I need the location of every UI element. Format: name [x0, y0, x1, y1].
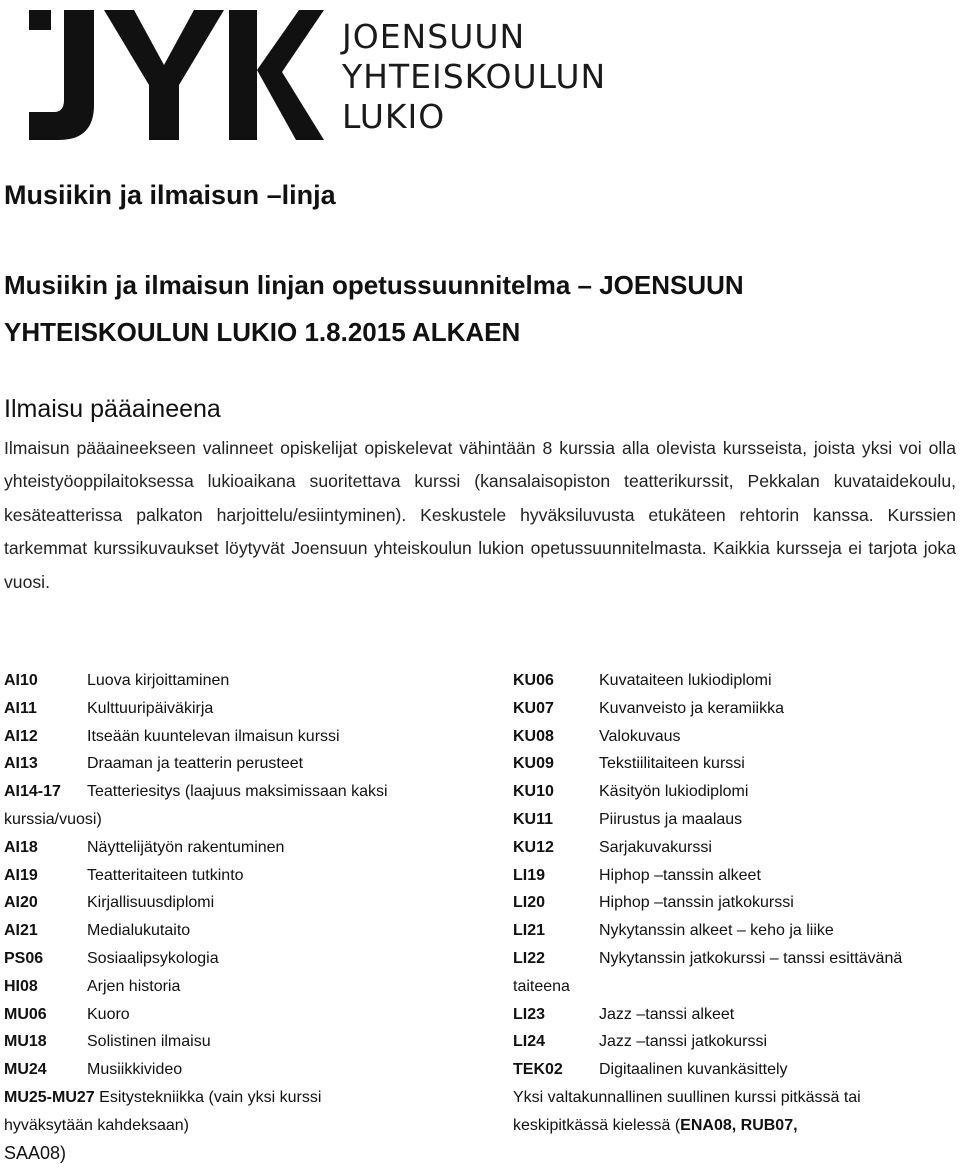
course-name: Sarjakuvakurssi [599, 838, 712, 856]
course-code: AI14-17 [4, 783, 61, 801]
course-code: MU06 [4, 1005, 47, 1023]
course-name: Sosiaalipsykologia [87, 949, 219, 967]
course-code: LI24 [513, 1033, 546, 1051]
course-name: Solistinen ilmaisu [87, 1033, 211, 1051]
course-row [513, 1001, 958, 1029]
course-name: Piirustus ja maalaus [599, 810, 743, 828]
course-code: ENA08, RUB07, [680, 1116, 798, 1134]
course-row [513, 695, 958, 723]
course-row [4, 862, 479, 890]
course-code: LI22 [513, 949, 546, 967]
course-code: KU10 [513, 783, 554, 801]
course-row [513, 945, 958, 973]
jyk-logo-mark-icon [24, 0, 324, 150]
course-code: KU07 [513, 699, 554, 717]
course-code: AI20 [4, 894, 38, 912]
course-row [4, 1028, 479, 1056]
course-name: Tekstiilitaiteen kurssi [599, 755, 745, 773]
course-row [513, 667, 958, 695]
course-name: Teatteriesitys (laajuus maksimissaan kaksi [87, 783, 388, 801]
course-name: Kulttuuripäiväkirja [87, 699, 214, 717]
course-row [4, 723, 479, 751]
course-name: Kuvanveisto ja keramiikka [599, 699, 784, 717]
course-name: Nykytanssin jatkokurssi – tanssi esittävänä [599, 949, 903, 967]
course-name: Luova kirjoittaminen [87, 672, 230, 689]
course-name: Kuvataiteen lukiodiplomi [599, 672, 772, 689]
course-row [4, 834, 479, 862]
course-row [4, 889, 479, 917]
language-course-note [513, 1084, 958, 1112]
logo-text-line1: JOENSUUN [342, 17, 526, 56]
course-name: Arjen historia [87, 977, 181, 995]
course-row [4, 1056, 479, 1084]
course-name: Näyttelijätyön rakentuminen [87, 838, 285, 856]
course-code: SAA08 [4, 1142, 61, 1163]
course-code: LI23 [513, 1005, 546, 1023]
course-row-continuation [513, 973, 958, 1001]
course-code: AI11 [4, 699, 37, 717]
course-name: Teatteritaiteen tutkinto [87, 866, 244, 884]
course-code: KU11 [513, 810, 554, 828]
course-row [4, 917, 479, 945]
course-row [513, 834, 958, 862]
course-row [4, 750, 479, 778]
course-code: LI21 [513, 922, 546, 940]
logo-text-line2: YHTEISKOULUN [342, 57, 607, 96]
course-list-left [4, 667, 479, 1167]
course-row [513, 806, 958, 834]
course-code: MU24 [4, 1061, 47, 1079]
course-name: Jazz –tanssi alkeet [599, 1005, 735, 1023]
course-list-right [513, 667, 958, 1140]
language-course-text: keskipitkässä kielessä ( [513, 1116, 681, 1134]
course-row [513, 1056, 958, 1084]
intro-paragraph: Ilmaisun pääaineekseen valinneet opiskelijat opiskelevat vähintään 8 kurssia alla olevista kursseista, joista yksi voi olla yhteistyöoppilaitoksessa lukioaikana suoritettava kurssi (kansalaisopiston teatterikurssit, Pekkalan kuvataidekoulu, kesäteatterissa palkaton harjoittelu/esiintyminen). Keskustele hyväksiluvusta etukäteen rehtorin kanssa. Kurssien tarkemmat kurssikuvaukset löytyvät Joensuun yhteiskoulun lukion opetussuunnitelmasta. Kaikkia kursseja ei tarjota joka vuosi. [4, 438, 956, 592]
course-name-continued: kurssia/vuosi) [4, 810, 102, 828]
course-name-continued: hyväksytään kahdeksaan) [4, 1116, 189, 1134]
language-course-note-continued [513, 1112, 958, 1140]
course-name: Nykytanssin alkeet – keho ja liike [599, 922, 834, 940]
course-name-continued: taiteena [513, 977, 570, 995]
course-code: AI19 [4, 866, 38, 884]
course-code: AI21 [4, 922, 38, 940]
course-row [513, 1028, 958, 1056]
course-name: Medialukutaito [87, 922, 191, 940]
section-title: Ilmaisu pääaineena [4, 395, 221, 423]
course-row [4, 667, 479, 695]
course-row [513, 723, 958, 751]
course-row [4, 945, 479, 973]
course-row [513, 778, 958, 806]
course-row [513, 750, 958, 778]
course-name: Käsityön lukiodiplomi [599, 783, 749, 801]
language-course-text: Yksi valtakunnallinen suullinen kurssi pitkässä tai [513, 1088, 861, 1106]
course-name: Hiphop –tanssin jatkokurssi [599, 894, 794, 912]
course-name: Esitystekniikka (vain yksi kurssi [99, 1088, 322, 1106]
course-name: Kirjallisuusdiplomi [87, 894, 215, 912]
course-name: Digitaalinen kuvankäsittely [599, 1061, 788, 1079]
course-row [513, 862, 958, 890]
course-row-continuation [4, 1112, 479, 1140]
course-code: KU12 [513, 838, 554, 856]
logo-text-line3: LUKIO [342, 97, 446, 136]
course-row [4, 973, 479, 1001]
curriculum-title-line2: YHTEISKOULUN LUKIO 1.8.2015 ALKAEN [4, 317, 521, 347]
course-name-continued: ) [60, 1142, 67, 1163]
course-row [513, 889, 958, 917]
course-name: Hiphop –tanssin alkeet [599, 866, 761, 884]
course-code: KU09 [513, 755, 554, 773]
course-name: Kuoro [87, 1005, 130, 1023]
course-code: AI18 [4, 838, 38, 856]
course-code: KU08 [513, 727, 554, 745]
course-code: HI08 [4, 977, 38, 995]
course-row [513, 917, 958, 945]
curriculum-title-line1: Musiikin ja ilmaisun linjan opetussuunnitelma – JOENSUUN [4, 270, 744, 300]
course-name: Valokuvaus [599, 727, 681, 745]
course-code: LI19 [513, 866, 546, 884]
course-code: AI13 [4, 755, 38, 773]
course-code: LI20 [513, 894, 546, 912]
course-name: Musiikkivideo [87, 1061, 183, 1079]
school-logo [24, 0, 607, 160]
course-code: AI12 [4, 727, 38, 745]
course-row [4, 1140, 479, 1168]
course-code: AI10 [4, 672, 38, 689]
course-row [4, 695, 479, 723]
course-row [4, 778, 479, 806]
course-row [4, 1001, 479, 1029]
course-row-continuation [4, 806, 479, 834]
page-heading: Musiikin ja ilmaisun –linja [4, 180, 336, 210]
course-name: Itseään kuuntelevan ilmaisun kurssi [87, 727, 340, 745]
course-row [4, 1084, 479, 1112]
course-code: PS06 [4, 949, 44, 967]
course-name: Draaman ja teatterin perusteet [87, 755, 304, 773]
course-code: KU06 [513, 672, 554, 689]
course-name: Jazz –tanssi jatkokurssi [599, 1033, 768, 1051]
course-code: TEK02 [513, 1061, 563, 1079]
course-code: MU18 [4, 1033, 47, 1051]
course-code: MU25-MU27 [4, 1088, 95, 1106]
